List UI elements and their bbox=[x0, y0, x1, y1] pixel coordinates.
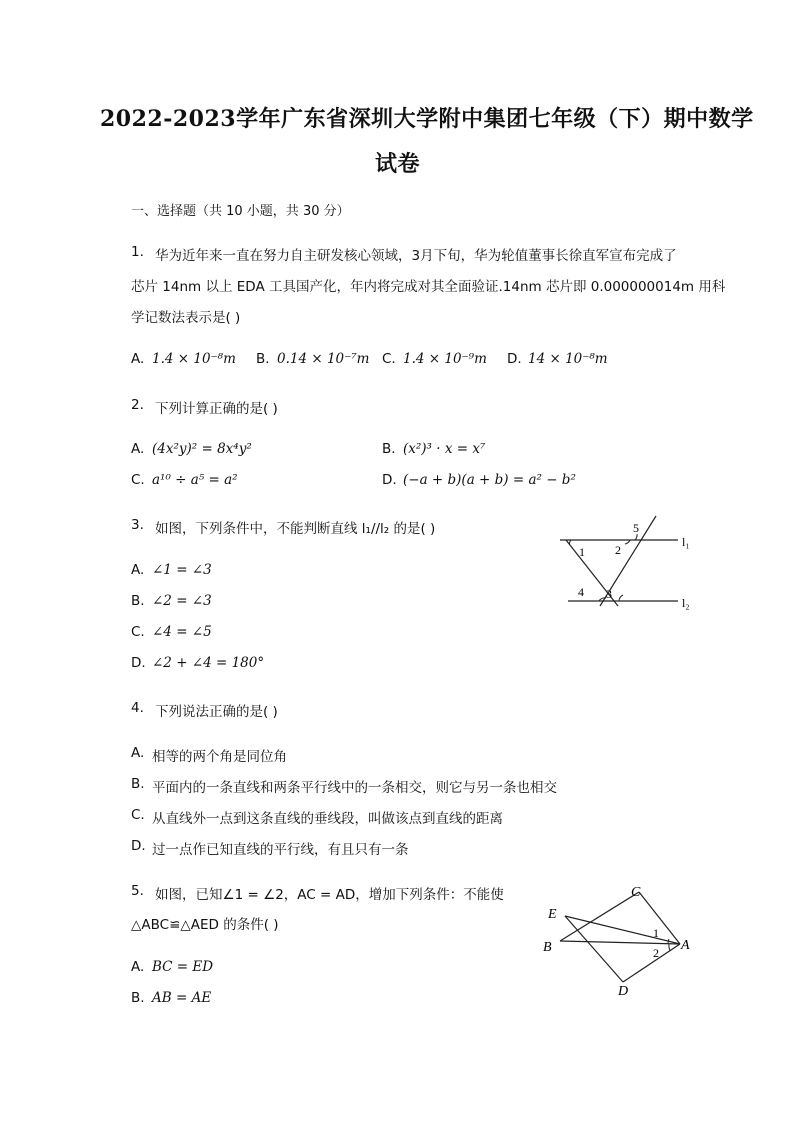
q2-option-c-label: C. bbox=[131, 472, 145, 488]
q1-line1: 华为近年来一直在努力自主研发核心领域，3月下旬，华为轮值董事长徐直军宣布完成了 bbox=[155, 248, 677, 264]
q3-option-d-text: ∠2 + ∠4 = 180° bbox=[152, 655, 265, 671]
segment-DA bbox=[623, 944, 680, 982]
q2-option-a-text: (4x²y)² = 8x⁴y² bbox=[152, 441, 252, 457]
segment-CA bbox=[639, 892, 680, 944]
q4-option-c-label: C. bbox=[131, 807, 145, 823]
q1-option-a-label: A. bbox=[131, 351, 145, 367]
q4-option-c-text: 从直线外一点到这条直线的垂线段，叫做该点到直线的距离 bbox=[152, 811, 503, 827]
q5-line1: 如图，已知∠1 = ∠2，AC = AD，增加下列条件：不能使 bbox=[155, 887, 504, 903]
page-title: 2022-2023学年广东省深圳大学附中集团七年级（下）期中数学 bbox=[100, 106, 754, 132]
q4-stem: 下列说法正确的是( ) bbox=[155, 704, 278, 720]
angle-3-arc bbox=[619, 595, 623, 601]
point-label-C: C bbox=[631, 885, 641, 900]
angle-1-arc bbox=[569, 540, 571, 545]
q4-option-d-text: 过一点作已知直线的平行线，有且只有一条 bbox=[152, 842, 409, 858]
point-label-D: D bbox=[618, 984, 629, 999]
q3-stem: 如图，下列条件中，不能判断直线 l₁//l₂ 的是( ) bbox=[155, 521, 436, 537]
q1-line3: 学记数法表示是( ) bbox=[131, 310, 241, 326]
q3-option-c-label: C. bbox=[131, 624, 145, 640]
segment-BC bbox=[560, 892, 639, 941]
q3-option-a-label: A. bbox=[131, 562, 145, 578]
q5-option-b-text: AB = AE bbox=[152, 990, 212, 1006]
q4-option-a-label: A. bbox=[131, 745, 145, 761]
q5-option-b-label: B. bbox=[131, 990, 145, 1006]
q2-option-b-text: (x²)³ · x = x⁷ bbox=[403, 441, 486, 457]
q3-option-b-label: B. bbox=[131, 593, 145, 609]
q1-option-d-text: 14 × 10⁻⁸m bbox=[528, 351, 608, 367]
q2-option-d-label: D. bbox=[382, 472, 397, 488]
q5-option-a-text: BC = ED bbox=[152, 959, 214, 975]
point-label-A: A bbox=[681, 938, 690, 953]
q3-option-a-text: ∠1 = ∠3 bbox=[152, 562, 212, 578]
q2-option-d-text: (−a + b)(a + b) = a² − b² bbox=[403, 472, 576, 488]
angle-label-5: 5 bbox=[633, 521, 639, 535]
q2-number: 2. bbox=[131, 397, 144, 413]
q2-option-b-label: B. bbox=[382, 441, 396, 457]
q5-option-a-label: A. bbox=[131, 959, 145, 975]
q1-option-c-text: 1.4 × 10⁻⁹m bbox=[403, 351, 487, 367]
point-label-B: B bbox=[543, 940, 552, 955]
q1-option-b-label: B. bbox=[256, 351, 270, 367]
q1-option-c-label: C. bbox=[382, 351, 396, 367]
q3-number: 3. bbox=[131, 517, 144, 533]
angle-2-arc bbox=[669, 944, 670, 951]
q5-triangles-figure bbox=[535, 878, 705, 1003]
segment-ED bbox=[565, 916, 623, 982]
q4-option-b-text: 平面内的一条直线和两条平行线中的一条相交，则它与另一条也相交 bbox=[152, 780, 557, 796]
q2-stem: 下列计算正确的是( ) bbox=[155, 401, 278, 417]
q3-option-b-text: ∠2 = ∠3 bbox=[152, 593, 212, 609]
line-label-l2: l₂ bbox=[682, 596, 690, 610]
point-label-E: E bbox=[548, 907, 557, 922]
q4-number: 4. bbox=[131, 700, 144, 716]
segment-EA bbox=[565, 916, 680, 944]
q1-option-d-label: D. bbox=[507, 351, 522, 367]
q4-option-b-label: B. bbox=[131, 776, 145, 792]
q1-line2: 芯片 14nm 以上 EDA 工具国产化，年内将完成对其全面验证.14nm 芯片即 0.000000014m 用科 bbox=[131, 279, 726, 295]
line-label-l1: l₁ bbox=[682, 535, 690, 549]
q2-option-c-text: a¹⁰ ÷ a⁵ = a² bbox=[152, 472, 238, 488]
angle-label-3: 3 bbox=[606, 587, 612, 601]
q5-number: 5. bbox=[131, 883, 144, 899]
q3-parallel-lines-figure bbox=[550, 510, 700, 620]
angle-label-1: 1 bbox=[579, 545, 585, 559]
q1-number: 1. bbox=[131, 244, 144, 260]
q2-option-a-label: A. bbox=[131, 441, 145, 457]
segment-BA bbox=[560, 941, 680, 944]
angle-label-1: 1 bbox=[653, 926, 659, 940]
q1-option-b-text: 0.14 × 10⁻⁷m bbox=[277, 351, 370, 367]
q5-line2: △ABC≌△AED 的条件( ) bbox=[131, 917, 279, 933]
section-heading: 一、选择题（共 10 小题，共 30 分） bbox=[131, 204, 350, 219]
angle-label-4: 4 bbox=[578, 585, 584, 599]
q3-option-c-text: ∠4 = ∠5 bbox=[152, 624, 212, 640]
page-title-line2: 试卷 bbox=[375, 151, 421, 177]
angle-label-2: 2 bbox=[615, 543, 621, 557]
q4-option-d-label: D. bbox=[131, 838, 146, 854]
q4-option-a-text: 相等的两个角是同位角 bbox=[152, 749, 287, 765]
q3-option-d-label: D. bbox=[131, 655, 146, 671]
angle-label-2: 2 bbox=[653, 946, 659, 960]
q1-option-a-text: 1.4 × 10⁻⁸m bbox=[152, 351, 236, 367]
